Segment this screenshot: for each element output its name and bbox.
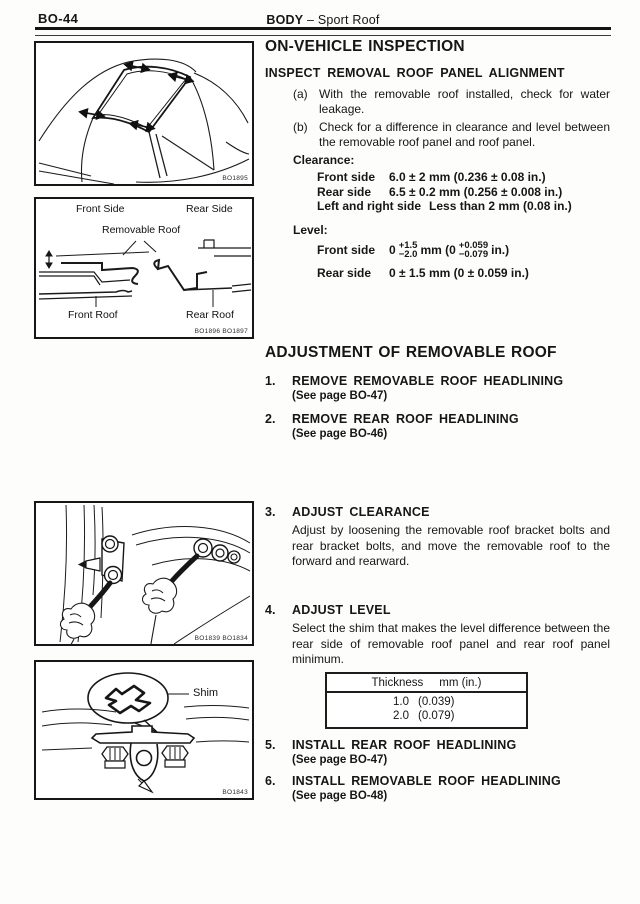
item-body: Select the shim that makes the level difference between the rear side of removable roof panel and rear roof panel minimum. bbox=[292, 621, 610, 666]
shim-drawing bbox=[36, 662, 252, 798]
b-pillar-lines bbox=[149, 132, 167, 178]
table-header-thickness: Thickness bbox=[371, 677, 424, 689]
section-subtitle: INSPECT REMOVAL ROOF PANEL ALIGNMENT bbox=[265, 66, 565, 80]
front-section-profile bbox=[39, 252, 149, 307]
item-body: Adjust by loosening the removable roof bracket bolts and rear bracket bolts, and move the removable roof to the forward and rearward. bbox=[292, 523, 610, 568]
spec-value: 6.0 ± 2 mm (0.236 ± 0.08 in.) bbox=[389, 170, 546, 184]
header-subsection: Sport Roof bbox=[317, 13, 380, 27]
left-hand bbox=[60, 603, 94, 644]
step-text: With the removable roof installed, check for water leakage. bbox=[319, 87, 610, 116]
clearance-heading: Clearance: bbox=[293, 153, 355, 167]
adjustment-item-5 bbox=[265, 738, 610, 768]
figure-shim bbox=[34, 660, 254, 800]
inspection-step-a bbox=[293, 87, 610, 117]
figure-code: BO1843 bbox=[222, 789, 248, 796]
header-section: BODY bbox=[266, 13, 304, 27]
level-heading: Level: bbox=[293, 222, 328, 237]
table-header-row bbox=[327, 674, 526, 693]
spec-name: Rear side bbox=[317, 184, 372, 199]
right-socket-bolts bbox=[194, 539, 240, 563]
spec-value: Less than 2 mm (0.08 in.) bbox=[429, 199, 572, 213]
item-heading: ADJUST CLEARANCE bbox=[292, 505, 430, 519]
tolerance-upper: +0.059 bbox=[458, 239, 489, 251]
level-mid: mm (0 bbox=[420, 242, 456, 257]
item-heading: ADJUST LEVEL bbox=[292, 603, 391, 617]
thickness-mm: 2.0 bbox=[393, 709, 409, 722]
adjustment-item-1 bbox=[265, 374, 610, 404]
figure-roof-cross-section bbox=[34, 197, 254, 339]
car-outline bbox=[39, 59, 249, 184]
item-number: 5. bbox=[265, 738, 276, 752]
page-reference: (See page BO-48) bbox=[292, 790, 388, 802]
step-label: (a) bbox=[293, 87, 308, 101]
step-text: Check for a difference in clearance and level between the removable roof panel and roof panel. bbox=[319, 120, 610, 149]
thickness-in: (0.039) bbox=[418, 696, 455, 708]
section-title: ADJUSTMENT OF REMOVABLE ROOF bbox=[265, 344, 557, 361]
label-front-roof: Front Roof bbox=[68, 309, 118, 321]
adjustment-item-4 bbox=[265, 603, 610, 676]
label-shim: Shim bbox=[193, 687, 219, 699]
roof-alignment-drawing bbox=[36, 43, 252, 184]
adjustment-item-6 bbox=[265, 774, 610, 804]
adjustment-item-3 bbox=[265, 505, 610, 578]
section-title: ON-VEHICLE INSPECTION bbox=[265, 38, 465, 55]
figure-code: BO1895 bbox=[222, 175, 248, 182]
page-header-title bbox=[35, 13, 611, 27]
rear-section-profile bbox=[154, 240, 251, 307]
level-row-front bbox=[317, 241, 610, 260]
figure-code: BO1896 BO1897 bbox=[194, 328, 248, 335]
adjustment-item-2 bbox=[265, 412, 610, 442]
label-front-side: Front Side bbox=[76, 203, 125, 215]
item-number: 1. bbox=[265, 374, 276, 388]
left-wrench-arm bbox=[89, 583, 110, 608]
step-label: (b) bbox=[293, 120, 308, 134]
level-row-rear bbox=[317, 266, 610, 281]
section-adjustment bbox=[265, 344, 610, 450]
figure-adjust-clearance bbox=[34, 501, 254, 646]
table-body bbox=[327, 693, 526, 727]
shim-thickness-table bbox=[325, 672, 528, 729]
item-number: 4. bbox=[265, 603, 276, 617]
level-base: 0 bbox=[389, 242, 396, 257]
item-heading: INSTALL REMOVABLE ROOF HEADLINING bbox=[292, 774, 561, 788]
level-arrow-icon bbox=[46, 251, 52, 268]
table-header-unit: mm (in.) bbox=[439, 677, 482, 689]
figure-roof-alignment bbox=[34, 41, 254, 186]
inspection-step-b bbox=[293, 120, 610, 150]
section-install-items bbox=[265, 738, 610, 812]
spec-name: Front side bbox=[317, 170, 376, 184]
item-heading: REMOVE REAR ROOF HEADLINING bbox=[292, 412, 519, 426]
item-number: 2. bbox=[265, 412, 276, 426]
item-number: 3. bbox=[265, 505, 276, 519]
figure-code: BO1839 BO1834 bbox=[194, 635, 248, 642]
clearance-row-rear bbox=[317, 185, 610, 200]
right-hand bbox=[142, 578, 176, 644]
header-separator: – bbox=[307, 13, 315, 27]
spec-value: 0 ± 1.5 mm (0 ± 0.059 in.) bbox=[389, 265, 529, 280]
clearance-row-sides bbox=[317, 199, 610, 214]
label-rear-side: Rear Side bbox=[186, 203, 233, 215]
header-rule bbox=[35, 27, 611, 36]
thickness-mm: 1.0 bbox=[393, 696, 409, 708]
spec-value: 6.5 ± 0.2 mm (0.256 ± 0.008 in.) bbox=[389, 184, 563, 199]
thickness-in: (0.079) bbox=[418, 709, 455, 722]
item-number: 6. bbox=[265, 774, 276, 788]
tolerance-upper: +1.5 bbox=[398, 239, 418, 251]
clearance-row-front bbox=[317, 170, 610, 185]
label-removable-roof: Removable Roof bbox=[102, 224, 181, 236]
table-row bbox=[327, 696, 526, 710]
label-rear-roof: Rear Roof bbox=[186, 309, 234, 321]
page-number: BO-44 bbox=[38, 11, 79, 26]
shim-callout bbox=[88, 673, 189, 732]
table-row bbox=[327, 710, 526, 724]
tolerance-fraction-mm bbox=[399, 241, 418, 260]
tolerance-lower: −2.0 bbox=[398, 249, 418, 260]
page-reference: (See page BO-46) bbox=[292, 428, 388, 440]
item-heading: INSTALL REAR ROOF HEADLINING bbox=[292, 738, 517, 752]
adjust-clearance-drawing bbox=[36, 503, 252, 644]
page-reference: (See page BO-47) bbox=[292, 390, 388, 402]
item-heading: REMOVE REMOVABLE ROOF HEADLINING bbox=[292, 374, 564, 388]
spec-name: Rear side bbox=[317, 265, 372, 280]
tolerance-fraction-in bbox=[459, 241, 488, 260]
tolerance-lower: −0.079 bbox=[458, 249, 489, 260]
bracket-assembly bbox=[92, 726, 194, 792]
section-on-vehicle-inspection bbox=[265, 38, 610, 283]
left-bracket-bolt bbox=[79, 536, 124, 584]
spec-name: Front side bbox=[317, 242, 376, 257]
spec-name: Left and right side bbox=[317, 199, 422, 213]
level-tail: in.) bbox=[491, 242, 510, 257]
page-reference: (See page BO-47) bbox=[292, 754, 388, 766]
